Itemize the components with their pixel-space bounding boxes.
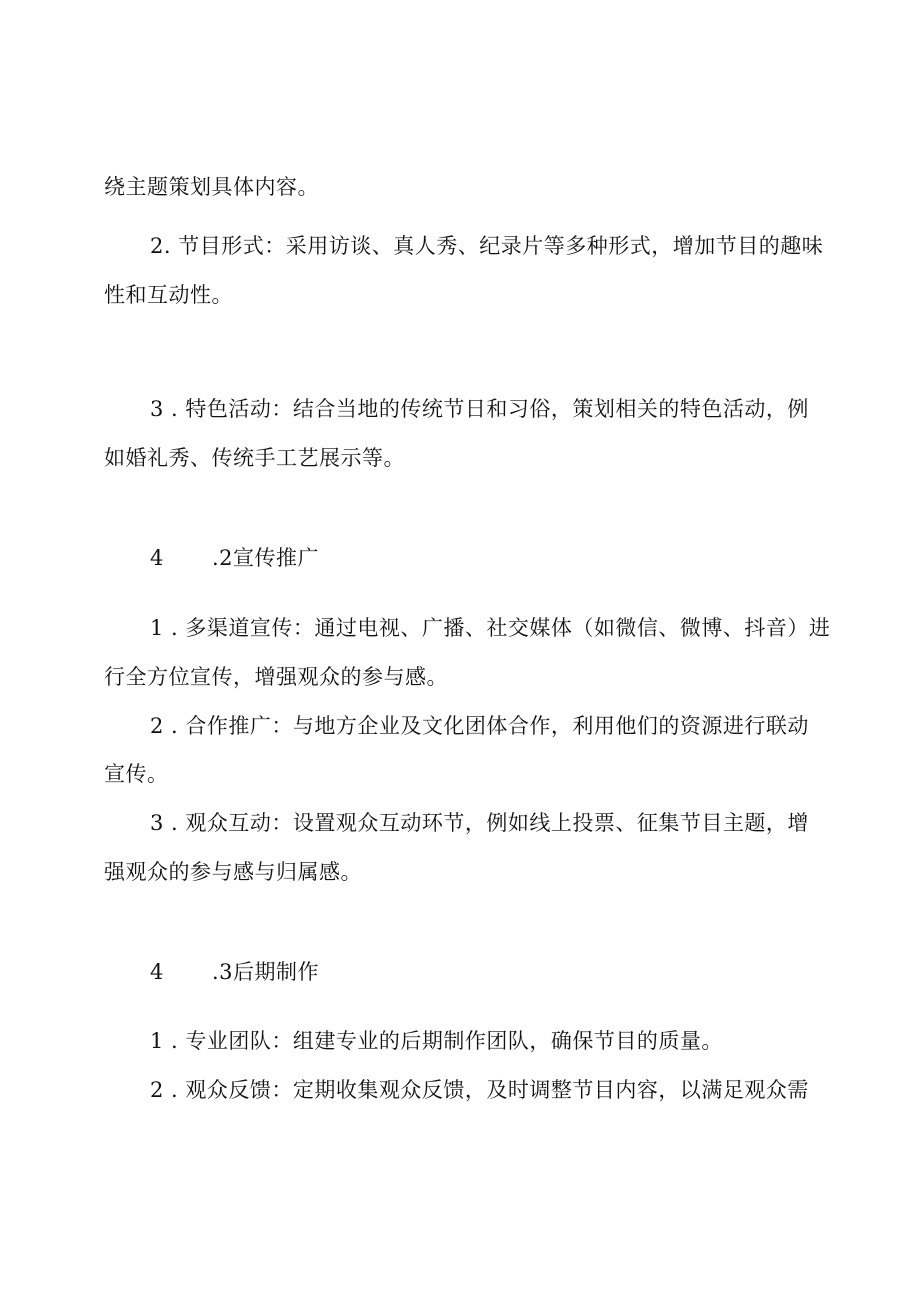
list-item-line: 行全方位宣传，增强观众的参与感。 bbox=[104, 665, 448, 689]
section-title: .3后期制作 bbox=[212, 960, 320, 984]
list-item-line: 2 . 观众反馈：定期收集观众反馈，及时调整节目内容，以满足观众需 bbox=[150, 1078, 809, 1102]
paragraph-line: 绕主题策划具体内容。 bbox=[104, 175, 319, 199]
list-item-line: 如婚礼秀、传统手工艺展示等。 bbox=[104, 446, 405, 470]
list-item-line: 2 . 合作推广：与地方企业及文化团体合作，利用他们的资源进行联动 bbox=[150, 714, 809, 738]
list-item-line: 3 . 特色活动：结合当地的传统节日和习俗，策划相关的特色活动，例 bbox=[150, 397, 809, 421]
list-item-line: 3 . 观众互动：设置观众互动环节，例如线上投票、征集节目主题，增 bbox=[150, 811, 809, 835]
list-item-line: 强观众的参与感与归属感。 bbox=[104, 860, 362, 884]
list-item-line: 2. 节目形式：采用访谈、真人秀、纪录片等多种形式，增加节目的趣味 bbox=[150, 234, 824, 258]
list-item-line: 宣传。 bbox=[104, 762, 169, 786]
section-number: 4 bbox=[150, 546, 164, 570]
section-heading bbox=[150, 545, 319, 571]
list-item-line: 性和互动性。 bbox=[104, 283, 233, 307]
list-item-line: 1 . 专业团队：组建专业的后期制作团队，确保节目的质量。 bbox=[150, 1029, 723, 1053]
list-item-line: 1 . 多渠道宣传：通过电视、广播、社交媒体（如微信、微博、抖音）进 bbox=[150, 616, 831, 640]
section-heading bbox=[150, 959, 319, 985]
section-title: .2宣传推广 bbox=[212, 546, 320, 570]
section-number: 4 bbox=[150, 960, 164, 984]
